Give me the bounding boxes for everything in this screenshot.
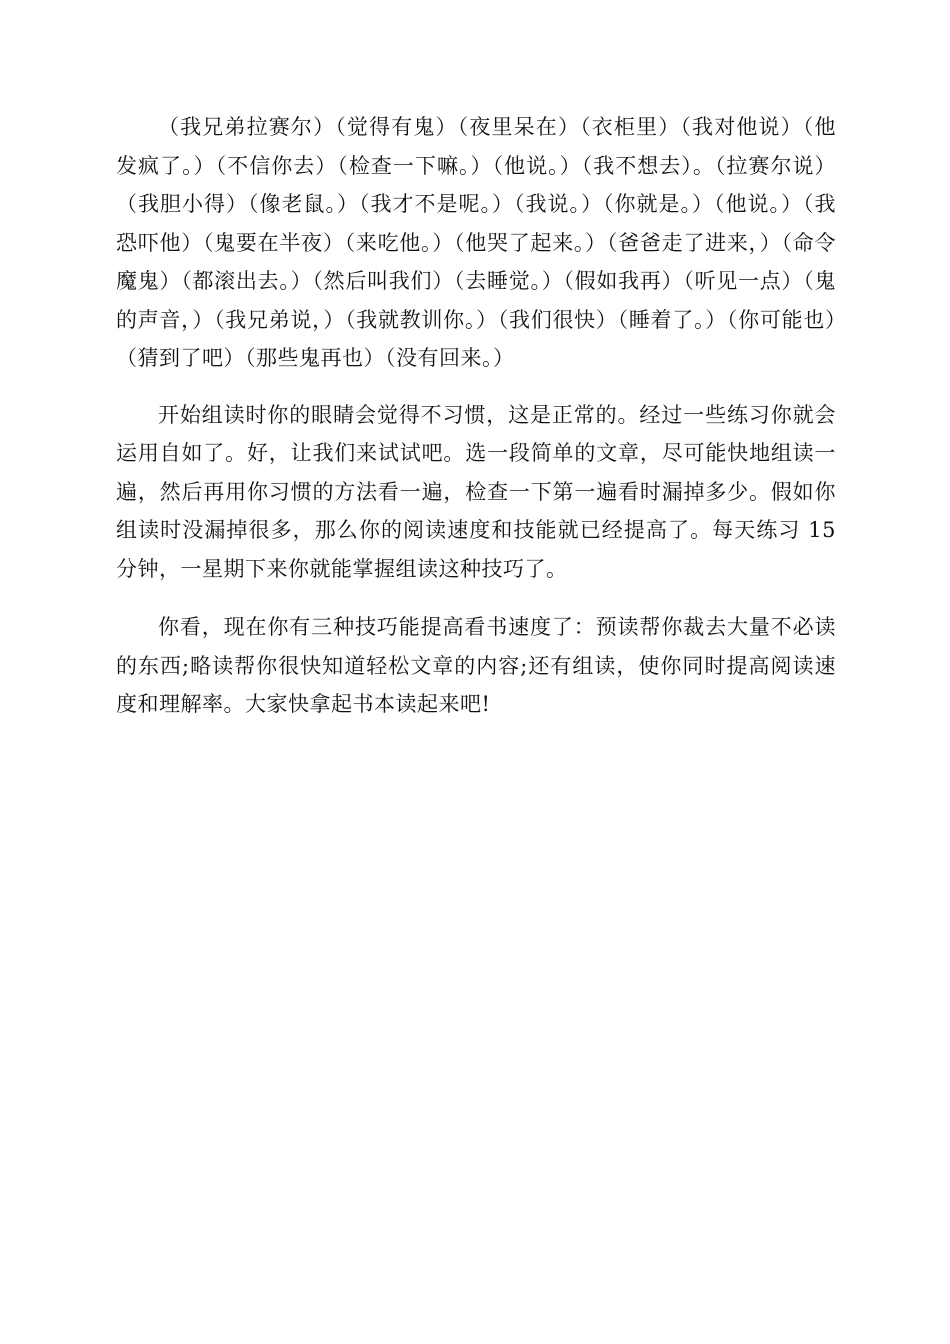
paragraph-practice-instructions: 开始组读时你的眼睛会觉得不习惯，这是正常的。经过一些练习你就会运用自如了。好，让我们来试试吧。选一段简单的文章，尽可能快地组读一遍，然后再用你习惯的方法看一遍，检查一下第一遍看时漏掉多少。假如你组读时没漏掉很多，那么你的阅读速度和技能就已经提高了。每天练习 15 分钟，一星期下来你就能掌握组读这种技巧了。 [116,402,836,581]
paragraph-grouped-reading-example: （我兄弟拉赛尔）（觉得有鬼）（夜里呆在）（衣柜里）（我对他说）（他发疯了。）（不信你去）（检查一下嘛。）（他说。）（我不想去）。（拉赛尔说）（我胆小得）（像老鼠。）（我才不是呢。）（我说。）（你就是。）（他说。）（我恐吓他）（鬼要在半夜）（来吃他。）（他哭了起来。）（爸爸走了进来，）（命令魔鬼）（都滚出去。）（然后叫我们）（去睡觉。）（假如我再）（听见一点）（鬼的声音，）（我兄弟说，）（我就教训你。）（我们很快）（睡着了。）（你可能也）（猜到了吧）（那些鬼再也）（没有回来。） [116,115,836,370]
document-body [116,108,836,744]
paragraph-summary: 你看，现在你有三种技巧能提高看书速度了：预读帮你裁去大量不必读的东西;略读帮你很快知道轻松文章的内容;还有组读，使你同时提高阅读速度和理解率。大家快拿起书本读起来吧! [116,615,836,716]
